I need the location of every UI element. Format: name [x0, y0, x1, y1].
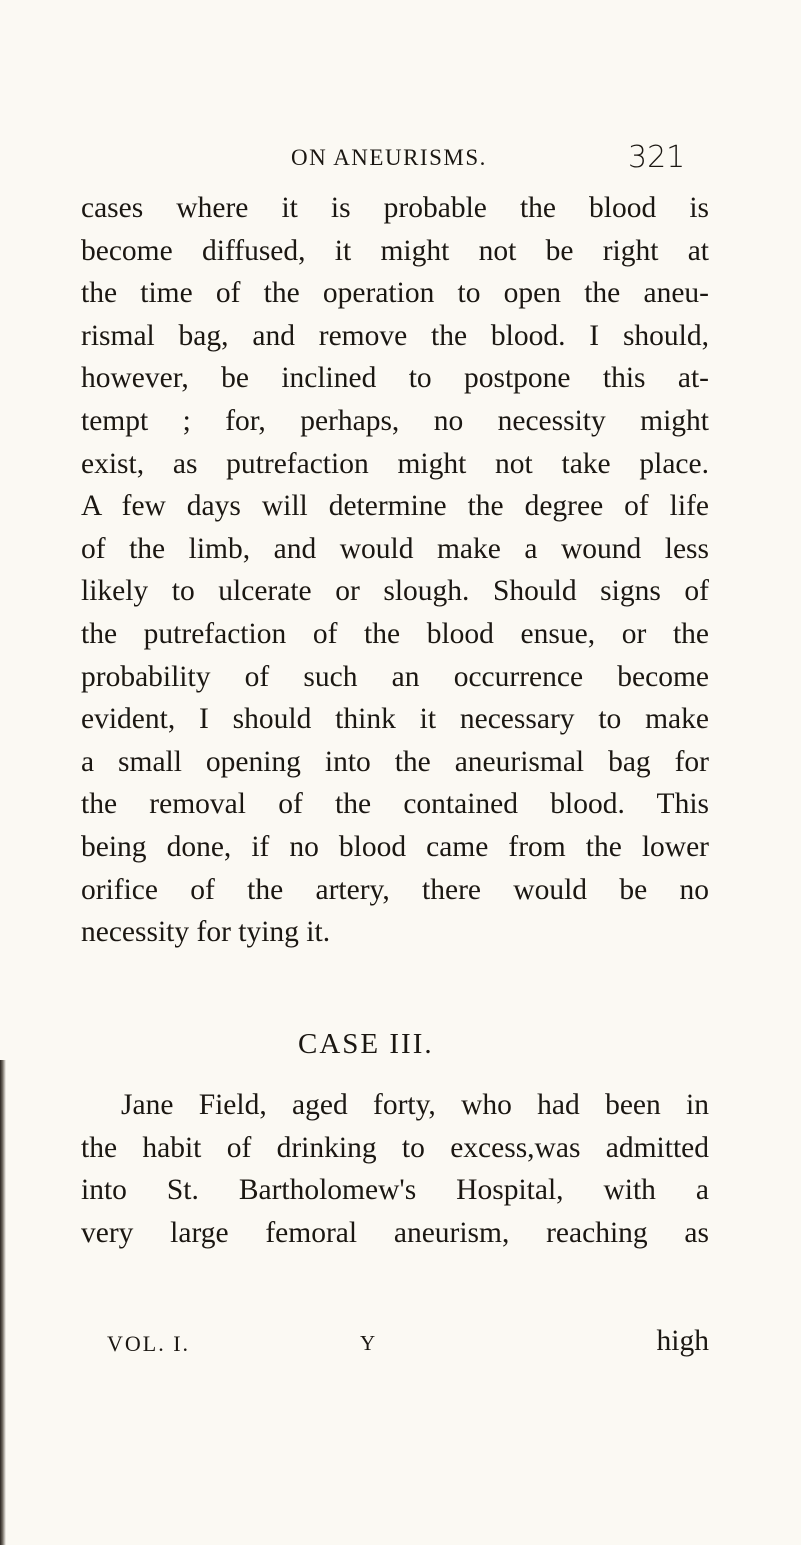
text-line: being done, if no blood came from the lower: [81, 830, 709, 863]
text-line: however, be inclined to postpone this at-: [81, 362, 709, 395]
text-line: necessity for tying it.: [81, 916, 331, 949]
text-line: the time of the operation to open the aneu-: [81, 277, 709, 310]
text-line: exist, as putrefaction might not take place.: [81, 447, 709, 480]
text-line: probability of such an occurrence become: [81, 660, 709, 693]
text-line: A few days will determine the degree of life: [81, 490, 709, 523]
gutter-shadow: [0, 1060, 6, 1545]
body-paragraph: [81, 187, 709, 954]
text-line: become diffused, it might not be right at: [81, 234, 709, 267]
page-number: 321: [628, 140, 686, 175]
text-line: evident, I should think it necessary to make: [81, 703, 709, 736]
signature-mark: Y: [360, 1331, 376, 1355]
volume-signature: VOL. I.: [107, 1331, 191, 1356]
case-heading: CASE III.: [298, 1028, 434, 1060]
text-line: of the limb, and would make a wound less: [81, 532, 709, 565]
text-line: a small opening into the aneurismal bag for: [81, 745, 709, 778]
text-line: tempt ; for, perhaps, no necessity might: [81, 404, 709, 437]
text-line: into St. Bartholomew's Hospital, with a: [81, 1174, 709, 1207]
text-line: orifice of the artery, there would be no: [81, 873, 709, 906]
text-line: likely to ulcerate or slough. Should signs of: [81, 575, 709, 608]
page-footer: [107, 1325, 709, 1367]
text-line: the habit of drinking to excess,was admitted: [81, 1131, 709, 1164]
text-line: Jane Field, aged forty, who had been in: [121, 1089, 709, 1121]
text-line: rismal bag, and remove the blood. I should,: [81, 319, 709, 352]
text-line: the removal of the contained blood. This: [81, 788, 709, 821]
text-line: very large femoral aneurism, reaching as: [81, 1216, 709, 1249]
case-paragraph: [81, 1084, 709, 1254]
text-line: cases where it is probable the blood is: [81, 192, 709, 224]
text-line: the putrefaction of the blood ensue, or the: [81, 617, 709, 650]
catchword: high: [656, 1325, 709, 1357]
running-head: ON ANEURISMS.: [291, 145, 487, 170]
